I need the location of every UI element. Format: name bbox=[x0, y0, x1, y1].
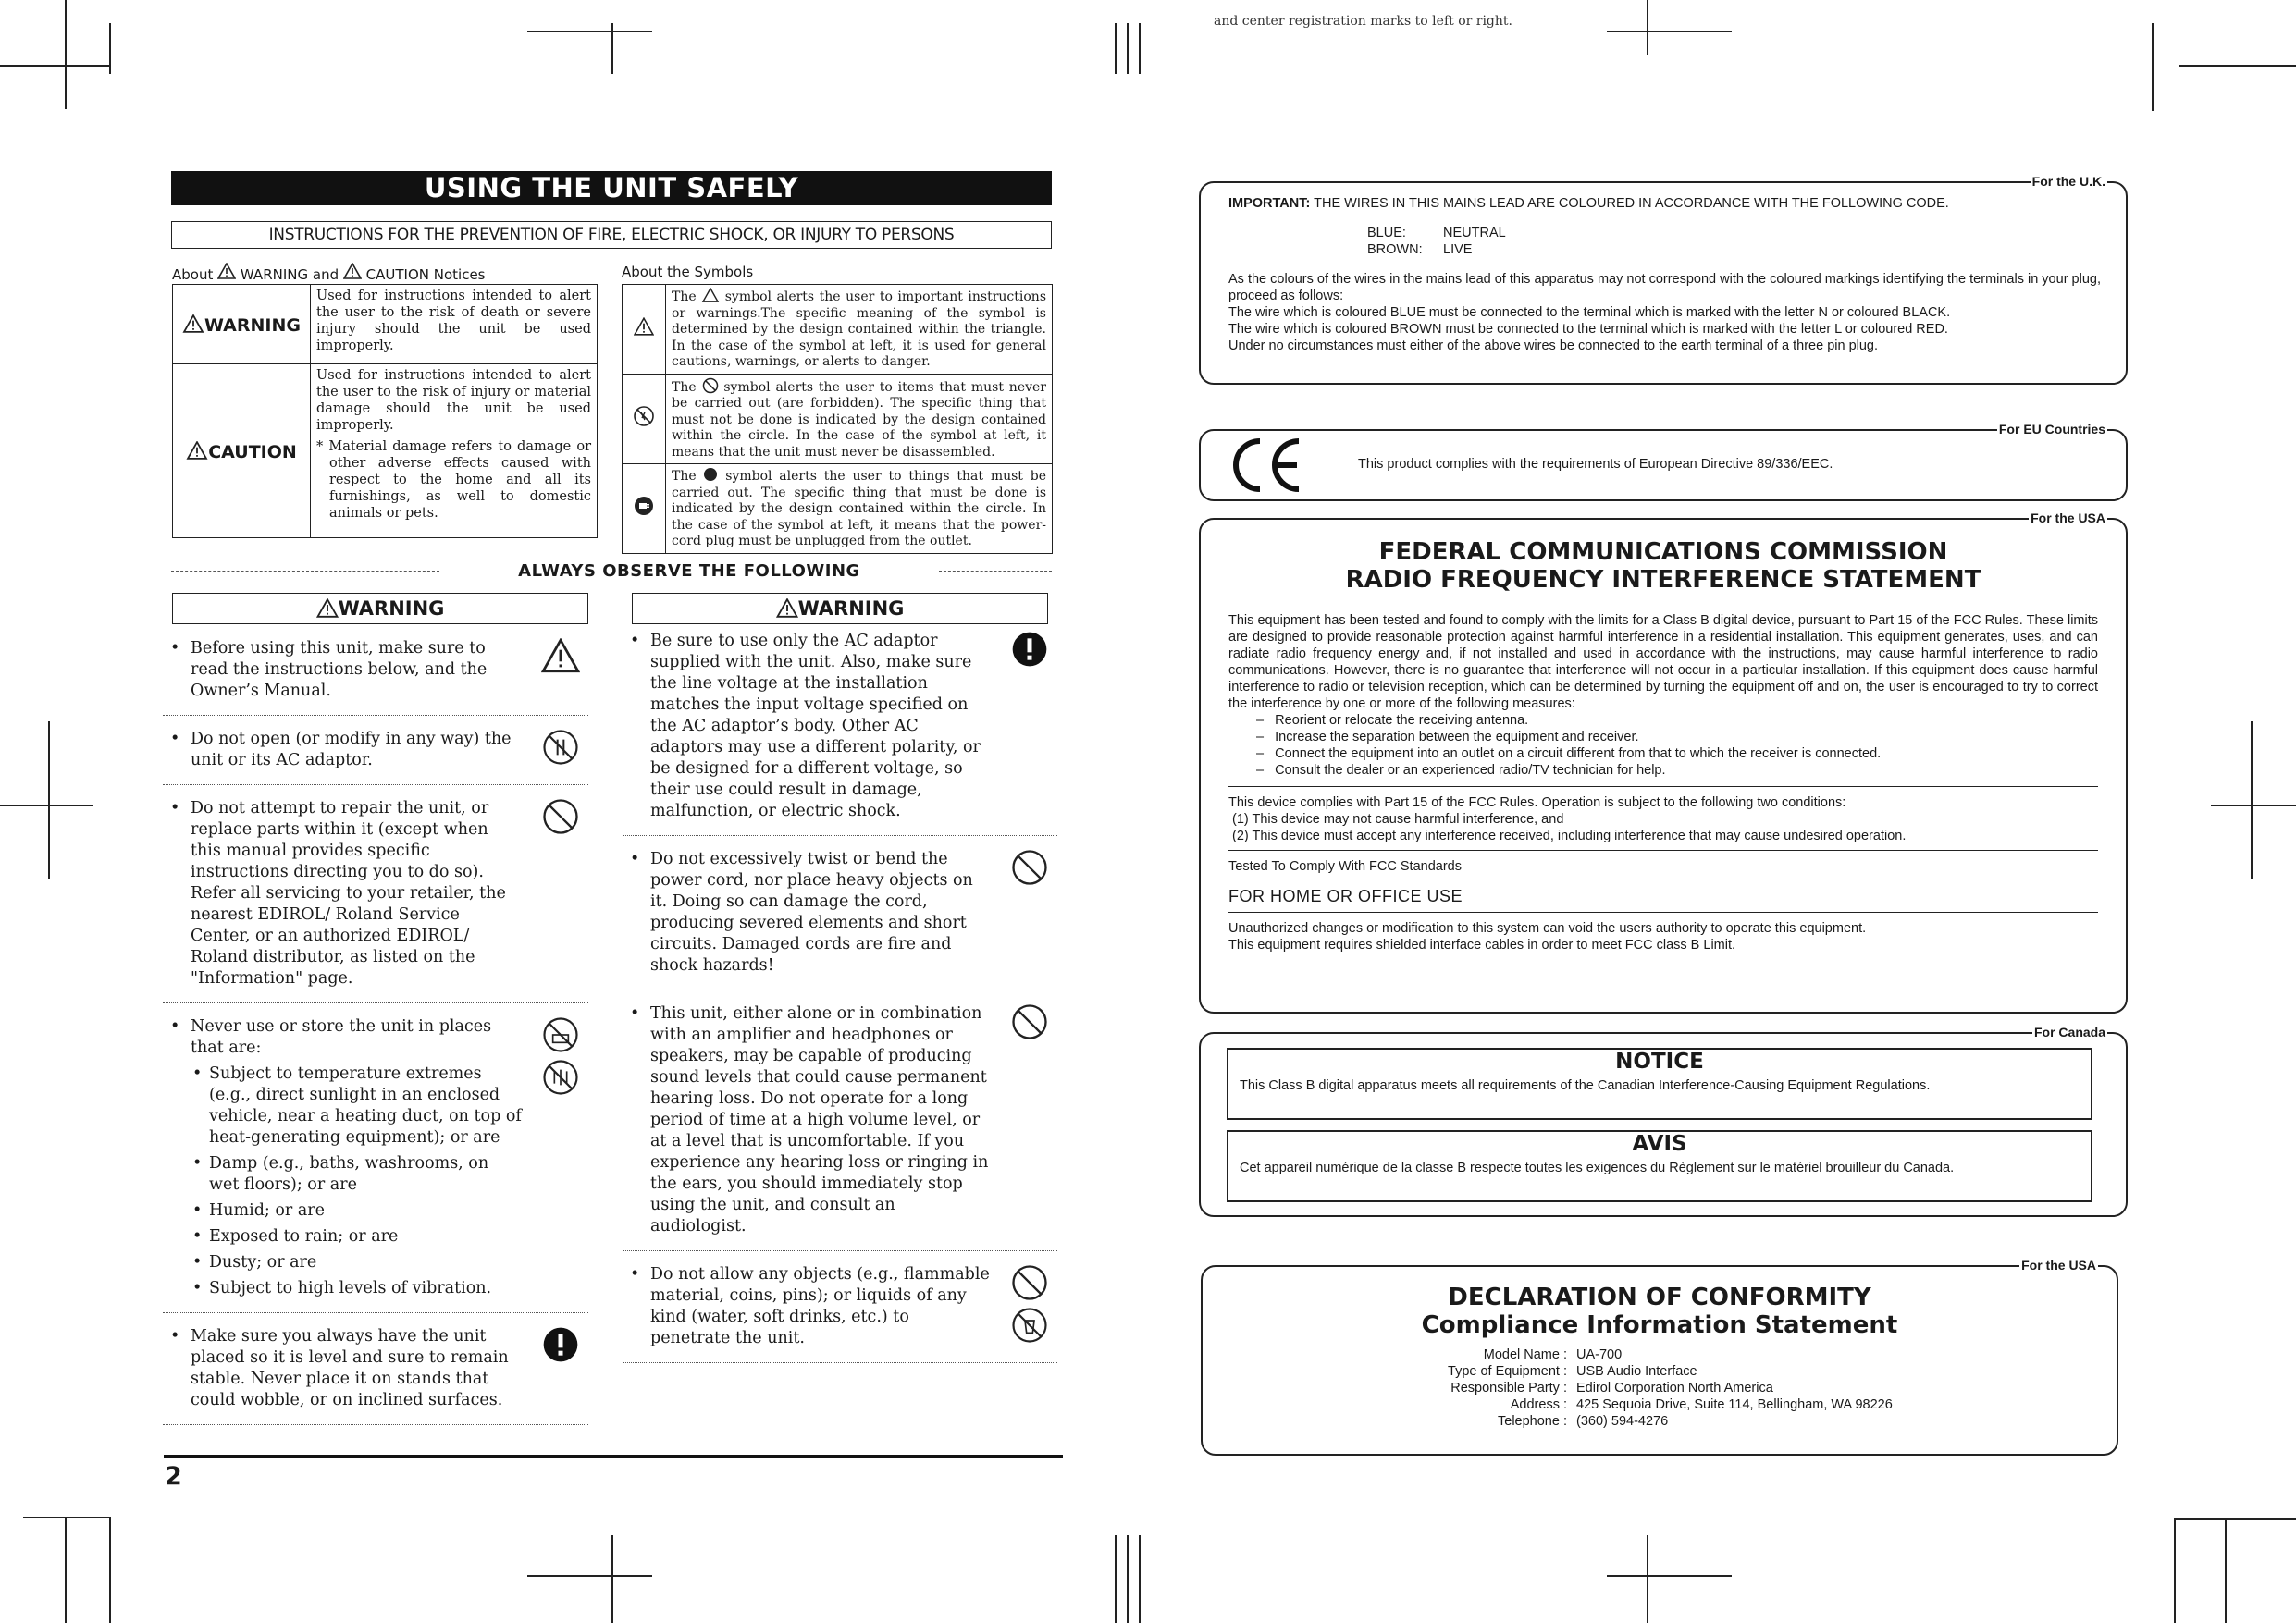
list-item: • Never use or store the unit in places that are: • Subject to temperature extremes (e.g., direct sunlight in an enclosed vehicle, near a heating duct, on top of heat-generating equipment); or are • Damp (e.g., baths, washrooms, on wet floors); or are • Humid; or are • Exposed to rain; or are • Dusty; or are • Subject to high levels of vibration. bbox=[163, 1016, 588, 1299]
declaration-title-2: Compliance Information Statement bbox=[1421, 1311, 1898, 1339]
caution-triangle-icon bbox=[343, 263, 362, 279]
about-symbols-heading: About the Symbols bbox=[622, 264, 754, 280]
sub-item: • Humid; or are bbox=[192, 1201, 326, 1220]
declaration-tag: For the USA bbox=[2021, 1258, 2096, 1273]
always-observe-divider bbox=[171, 561, 1052, 580]
sub-item: • Subject to high levels of vibration. bbox=[192, 1279, 492, 1297]
prohibition-circle-icon bbox=[702, 377, 719, 394]
fcc-section: For the USA FEDERAL COMMUNICATIONS COMMISSION RADIO FREQUENCY INTERFERENCE STATEMENT This equipment has been tested and found to comply with the limits for a Class B digital device, pursuant to Part 15 of the FCC Rules. These limits are designed to provide reasonable protection against harmful interference in a residential installation. This equipment generates, uses, and can radiate radio frequency energy and, if not installed and used in accordance with the instructions, may cause harmful interference to radio communications. However, there is no guarantee that interference will not occur in a particular installation. If this equipment does cause harmful interference to radio or television reception, which can be determined by turning the equipment off and on, the user is encouraged to try to correct the interference by one or more of the following measures: – Reorient or relocate the receiving antenna. – Increase the separation between the equipment and receiver. – Connect the equipment into an outlet on a circuit different from that to which the receiver is connected. – Consult the dealer or an experienced radio/TV technician for help. This device complies with Part 15 of the FCC Rules. Operation is subject to the following two conditions: (1) This device may not cause harmful interference, and (2) This device must accept any interference received, including interference that may cause undesired operation. Tested To Comply With FCC Standards FOR HOME OR OFFICE USE Unauthorized changes or modification to this system can void the users authority to operate this equipment. This equipment requires shielded interface cables in order to meet FCC class B Limit. bbox=[1199, 518, 2128, 1014]
fcc-title-2: RADIO FREQUENCY INTERFERENCE STATEMENT bbox=[1345, 566, 1981, 594]
fcc-tag: For the USA bbox=[2031, 510, 2105, 525]
do-not-disassemble-icon bbox=[542, 729, 579, 766]
triangle-icon bbox=[701, 288, 720, 302]
prohibition-icon bbox=[542, 798, 579, 835]
warning-triangle-icon bbox=[776, 598, 798, 618]
no-water-icon bbox=[542, 1059, 579, 1096]
warning-triangle-icon bbox=[182, 314, 204, 333]
general-caution-icon bbox=[634, 317, 654, 336]
symbol-mandatory-desc: The symbol alerts the user to things that must be carried out. The specific thing that must be done is indicated by the design contained within the circle. In the case of the symbol at left, it means that the power-cord plug must be unplugged from the outlet. bbox=[666, 464, 1053, 554]
avis-box: AVIS Cet appareil numérique de la classe B respecte toutes les exigences du Règlement sur le matériel brouilleur du Canada. bbox=[1227, 1130, 2092, 1202]
symbols-table bbox=[622, 284, 1053, 554]
fcc-paragraph: This equipment has been tested and found to comply with the limits for a Class B digital device, pursuant to Part 15 of the FCC Rules. These limits are designed to provide reasonable protection against harmful interference in a residential installation. This equipment generates, uses, and can radiate radio frequency energy and, if not installed and used in accordance with the instructions, may cause harmful interference to radio communications. However, there is no guarantee that interference will not occur in a particular installation. If this equipment does cause harmful interference to radio or television reception, which can be determined by turning the equipment off and on, the user is encouraged to try to correct the interference by one or more of the following measures: bbox=[1228, 613, 2098, 711]
do-not-disassemble-icon bbox=[633, 405, 655, 427]
no-heat-icon bbox=[542, 1016, 579, 1053]
notice-table bbox=[172, 284, 598, 538]
eu-statement: This product complies with the requirements of European Directive 89/336/EEC. bbox=[1358, 457, 1833, 472]
caution-description: Used for instructions intended to alert the user to the risk of injury or material damage should the unit be used improperly. * Material damage refers to damage or other adverse effects caused with respect to the home and all its furnishings, as well to domestic animals or pets. bbox=[311, 364, 598, 538]
eu-section bbox=[1199, 422, 2128, 501]
list-item: • Make sure you always have the unit placed so it is level and sure to remain stable. Never place it on stands that could wobble, or on inclined surfaces. bbox=[163, 1326, 588, 1411]
sub-item: • Exposed to rain; or are bbox=[192, 1227, 399, 1246]
prohibition-icon bbox=[1011, 1003, 1048, 1040]
list-item: • Do not excessively twist or bend the power cord, nor place heavy objects on it. Doing so can damage the cord, producing severed elements and short circuits. Damaged cords are fire and shock hazards! bbox=[623, 849, 1057, 977]
caution-label-cell: CAUTION bbox=[173, 364, 311, 538]
filled-circle-icon bbox=[703, 467, 718, 482]
list-item: • Be sure to use only the AC adaptor supplied with the unit. Also, make sure the line voltage at the installation matches the input voltage specified on the AC adaptor’s body. Other AC adaptors may use a different polarity, or be designed for a different voltage, so their use could result in damage, malfunction, or electric shock. bbox=[623, 631, 1057, 822]
list-item: • This unit, either alone or in combination with an amplifier and headphones or speakers, may be capable of producing sound levels that could cause permanent hearing loss. Do not operate for a long period of time at a high volume level, or at a level that is uncomfortable. If you experience any hearing loss or ringing in the ears, you should immediately stop using the unit, and consult an audiologist. bbox=[623, 1003, 1057, 1237]
canada-tag: For Canada bbox=[2033, 1025, 2105, 1039]
mandatory-action-icon bbox=[1011, 631, 1048, 668]
warning-label-cell: WARNING bbox=[173, 285, 311, 364]
sub-item: • Dusty; or are bbox=[192, 1253, 317, 1272]
top-fragment: and center registration marks to left or right. bbox=[1214, 14, 1512, 29]
declaration-section: For the USA DECLARATION OF CONFORMITY Compliance Information Statement Model Name : UA-700 Type of Equipment : USB Audio Interface Responsible Party : Edirol Corporation North America Address : 425 Sequoia Drive, Suite 114, Bellingham, WA 98226 Telephone : (360) 594-4276 bbox=[1201, 1265, 2118, 1456]
unplug-icon bbox=[633, 495, 655, 517]
uk-tag: For the U.K. bbox=[2031, 174, 2105, 189]
caution-note: * Material damage refers to damage or other adverse effects caused with respect to the home and all its furnishings, as well to domestic animals or pets. bbox=[316, 439, 591, 521]
caution-triangle-icon bbox=[186, 441, 208, 460]
warning-triangle-icon bbox=[316, 598, 339, 618]
col1-warning-header: WARNING bbox=[172, 593, 588, 624]
sub-item: • Damp (e.g., baths, washrooms, on wet floors); or are bbox=[192, 1154, 489, 1194]
declaration-title-1: DECLARATION OF CONFORMITY bbox=[1448, 1284, 1871, 1311]
page-number: 2 bbox=[165, 1462, 182, 1491]
eu-tag: For EU Countries bbox=[1998, 422, 2105, 436]
list-item: • Do not attempt to repair the unit, or replace parts within it (except when this manual provides specific instructions directing you to do so). Refer all servicing to your retailer, the nearest EDIROL/ Roland Service Center, or an authorized EDIROL/ Roland distributor, as listed on the "Information" page. bbox=[163, 798, 588, 990]
list-item: • Do not allow any objects (e.g., flammable material, coins, pins); or liquids of any kind (water, soft drinks, etc.) to penetrate the unit. bbox=[623, 1264, 1057, 1349]
warnings-column-1 bbox=[163, 638, 588, 1438]
symbol-triangle-desc: The symbol alerts the user to important instructions or warnings.The specific meaning of the symbol is determined by the design contained within the triangle. In the case of the symbol at left, it is used for general cautions, warnings, or alerts to danger. bbox=[666, 285, 1053, 375]
mandatory-action-icon bbox=[542, 1326, 579, 1363]
canada-section bbox=[1199, 1025, 2128, 1217]
instructions-header: INSTRUCTIONS FOR THE PREVENTION OF FIRE, ELECTRIC SHOCK, OR INJURY TO PERSONS bbox=[171, 221, 1052, 249]
warning-description: Used for instructions intended to alert the user to the risk of death or severe injury should the unit be used improperly. bbox=[311, 285, 598, 364]
prohibition-icon bbox=[1011, 1264, 1048, 1301]
caution-triangle-icon bbox=[541, 638, 580, 673]
col2-warning-header: WARNING bbox=[632, 593, 1048, 624]
always-observe-heading: ALWAYS OBSERVE THE FOLLOWING bbox=[439, 561, 939, 581]
no-liquids-icon bbox=[1011, 1307, 1048, 1344]
warnings-column-2 bbox=[623, 631, 1057, 1376]
list-item: • Before using this unit, make sure to read the instructions below, and the Owner’s Manual. bbox=[163, 638, 588, 702]
symbol-prohibit-desc: The symbol alerts the user to items that must never be carried out (are forbidden). The specific thing that must not be done is indicated by the design contained within the circle. In the case of the symbol at left, it means that the unit must never be disassembled. bbox=[666, 374, 1053, 464]
notice-box: NOTICE This Class B digital apparatus meets all requirements of the Canadian Interference-Causing Equipment Regulations. bbox=[1227, 1048, 2092, 1120]
page-bottom-rule bbox=[164, 1455, 1063, 1458]
ce-mark-logo bbox=[1227, 436, 1304, 495]
about-notices-heading: About WARNING and CAUTION Notices bbox=[172, 263, 486, 283]
list-item: • Do not open (or modify in any way) the unit or its AC adaptor. bbox=[163, 729, 588, 771]
page-title: USING THE UNIT SAFELY bbox=[171, 171, 1052, 205]
uk-section: For the U.K. IMPORTANT: THE WIRES IN THIS MAINS LEAD ARE COLOURED IN ACCORDANCE WITH THE FOLLOWING CODE. BLUE: NEUTRAL BROWN: LIVE As the colours of the wires in the mains lead of this apparatus may not correspond with the coloured markings identifying the terminals in your plug, proceed as follows: The wire which is coloured BLUE must be connected to the terminal which is marked with the letter N or coloured BLACK. The wire which is coloured BROWN must be connected to the terminal which is marked with the letter L or coloured RED. Under no circumstances must either of the above wires be connected to the earth terminal of a three pin plug. bbox=[1199, 181, 2128, 385]
sub-item: • Subject to temperature extremes (e.g., direct sunlight in an enclosed vehicle, near a heating duct, on top of heat-generating equipment); or are bbox=[192, 1064, 522, 1147]
warning-triangle-icon bbox=[217, 263, 236, 279]
fcc-title-1: FEDERAL COMMUNICATIONS COMMISSION bbox=[1378, 538, 1948, 566]
prohibition-icon bbox=[1011, 849, 1048, 886]
